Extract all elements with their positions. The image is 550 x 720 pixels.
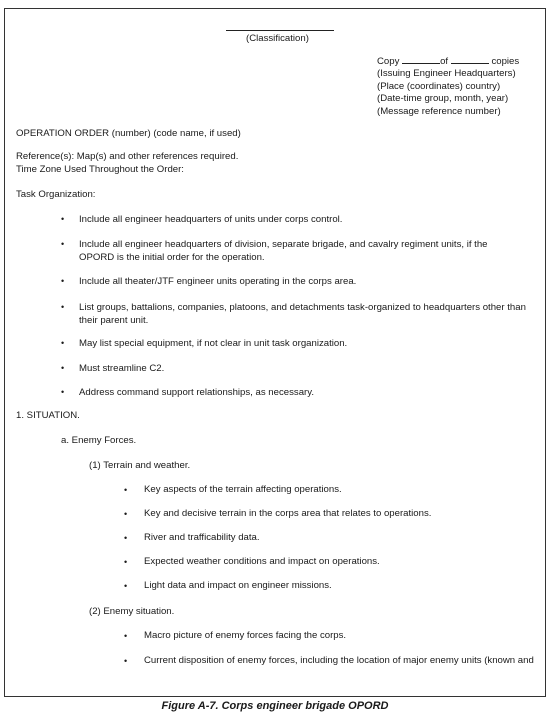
list-item: Include all engineer headquarters of units under corps control. [79,214,343,225]
bullet-icon: • [124,485,128,495]
operation-order-title: OPERATION ORDER (number) (code name, if used) [16,128,241,139]
list-item: Must streamline C2. [79,363,165,374]
classification-label: (Classification) [246,33,309,44]
bullet-icon: • [124,533,128,543]
bullet-icon: • [124,631,128,641]
list-item: Current disposition of enemy forces, including the location of major enemy units (known and [144,655,534,666]
list-item: Key and decisive terrain in the corps area that relates to operations. [144,508,432,519]
copy-block [377,54,519,118]
bullet-icon: • [124,656,128,666]
list-item: Include all theater/JTF engineer units operating in the corps area. [79,276,357,287]
copy-suffix: copies [491,56,520,67]
time-zone-line: Time Zone Used Throughout the Order: [16,164,184,175]
message-reference: (Message reference number) [377,105,501,117]
references-line: Reference(s): Map(s) and other references required. [16,151,239,162]
copy-total-blank [451,54,489,64]
list-item: River and trafficability data. [144,532,260,543]
figure-caption: Figure A-7. Corps engineer brigade OPORD [161,700,389,712]
task-organization-heading: Task Organization: [16,189,96,200]
list-item: Include all engineer headquarters of division, separate brigade, and cavalry regiment units, if the OPORD is the initial order for the operation. [79,239,488,263]
bullet-icon: • [124,509,128,519]
copy-number-blank [402,54,440,64]
date-time-group: (Date-time group, month, year) [377,93,509,105]
list-item: List groups, battalions, companies, platoons, and detachments task-organized to headquarters other than their parent unit. [79,302,526,326]
list-item: Address command support relationships, as necessary. [79,387,314,398]
bullet-icon: • [124,557,128,567]
list-item: Light data and impact on engineer missions. [144,580,332,591]
list-item: May list special equipment, if not clear in unit task organization. [79,338,348,349]
bullet-icon: • [61,276,65,286]
bullet-icon: • [61,338,65,348]
bullet-icon: • [61,363,65,373]
copy-line [377,54,519,68]
copy-prefix: Copy [377,56,400,67]
issuing-hq: (Issuing Engineer Headquarters) [377,68,516,80]
bullet-icon: • [124,581,128,591]
bullet-icon: • [61,239,65,249]
enemy-forces-heading: a. Enemy Forces. [61,435,137,446]
bullet-icon: • [61,387,65,397]
bullet-icon: • [61,302,65,312]
place-line: (Place (coordinates) country) [377,80,501,92]
situation-heading: 1. SITUATION. [16,410,80,421]
list-item: Macro picture of enemy forces facing the corps. [144,630,347,641]
copy-of: of [440,56,449,67]
terrain-weather-heading: (1) Terrain and weather. [89,460,191,471]
enemy-situation-heading: (2) Enemy situation. [89,606,175,617]
list-item: Key aspects of the terrain affecting operations. [144,484,342,495]
classification-line [226,30,334,31]
bullet-icon: • [61,214,65,224]
list-item: Expected weather conditions and impact on operations. [144,556,380,567]
